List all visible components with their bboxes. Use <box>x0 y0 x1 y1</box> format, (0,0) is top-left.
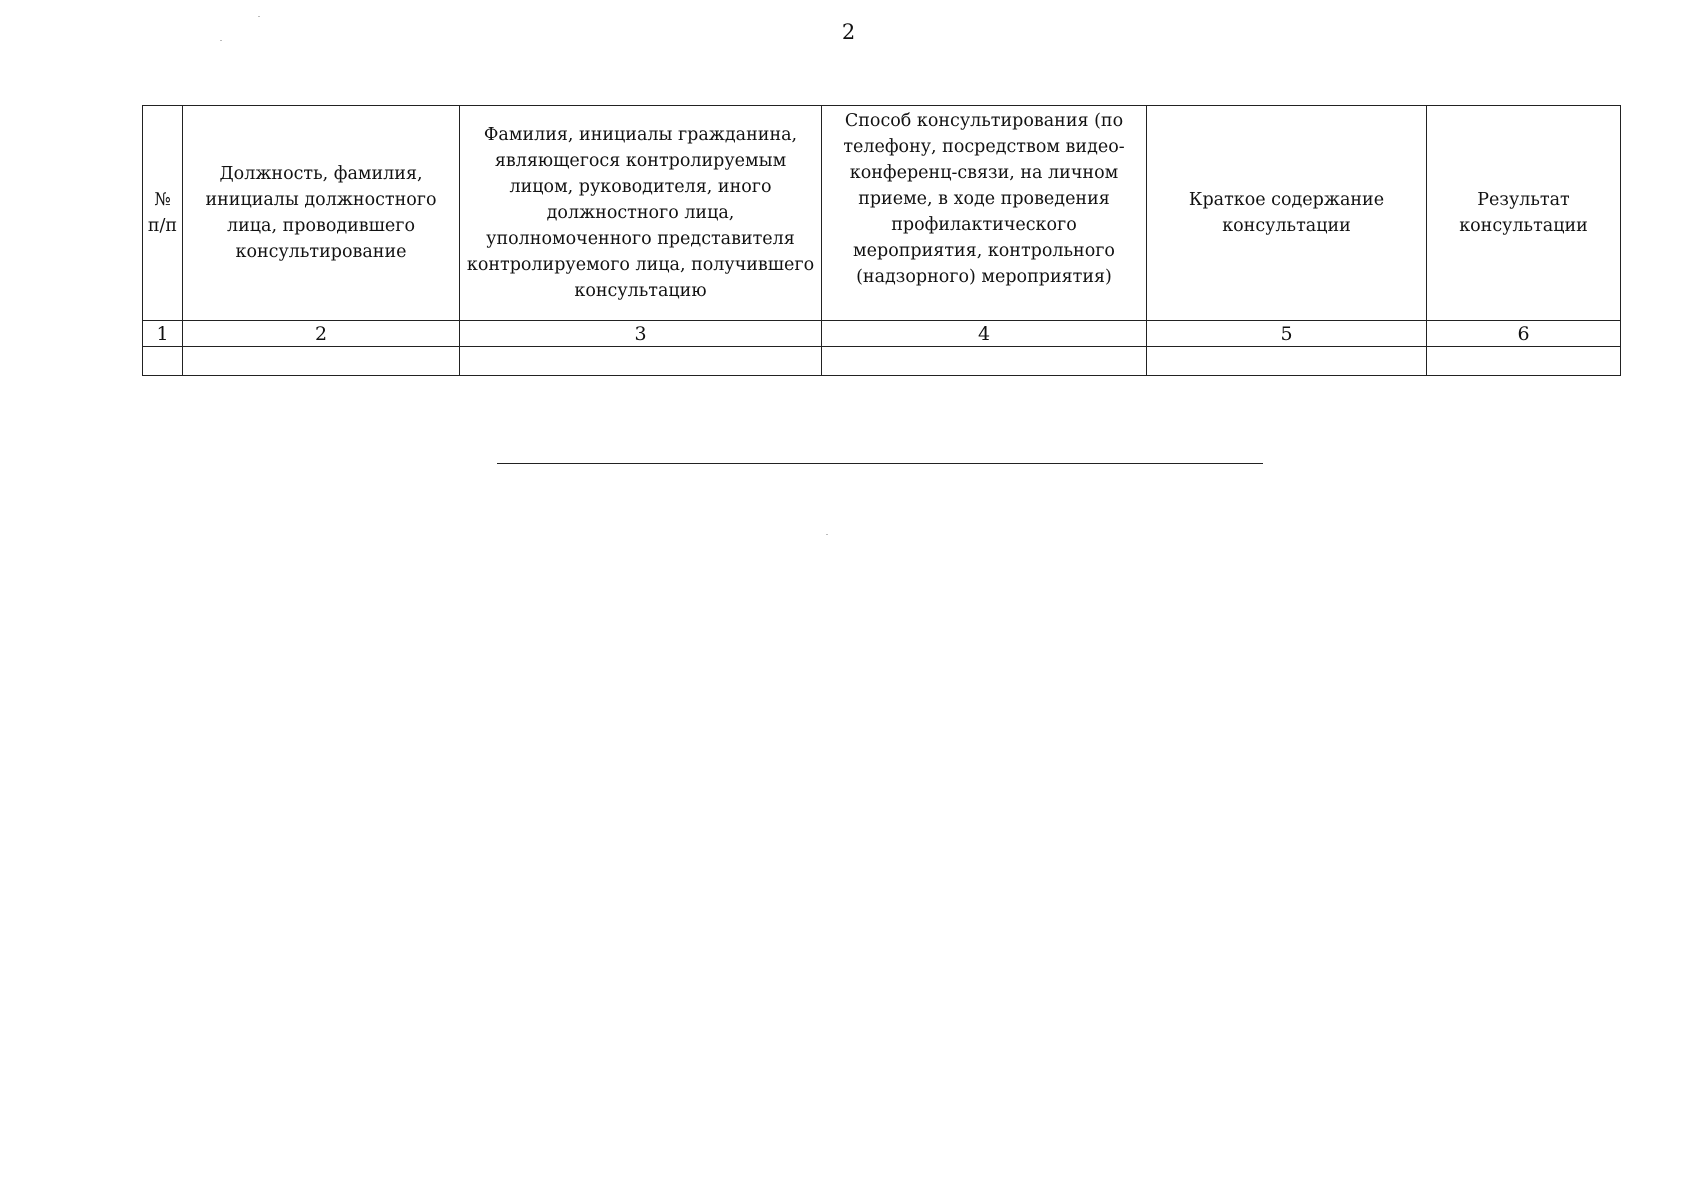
empty-cell <box>822 347 1147 376</box>
column-number: 1 <box>143 321 183 347</box>
header-consulted-person: Фамилия, инициалы гражданина, являющегося контролируемым лицом, руководителя, иного должностного лица, уполномоченного представителя контролируемого лица, получившего консультацию <box>460 106 822 321</box>
column-number: 3 <box>460 321 822 347</box>
table-header-row <box>143 106 1621 321</box>
header-consultation-summary: Краткое содержание консультации <box>1147 106 1427 321</box>
empty-cell <box>143 347 183 376</box>
header-consultation-method: Способ консультирования (по телефону, посредством видео-конференц-связи, на личном приеме, в ходе проведения профилактического мероприятия, контрольного (надзорного) мероприятия) <box>822 106 1147 321</box>
closing-divider-line <box>497 463 1263 464</box>
empty-cell <box>1427 347 1621 376</box>
consultation-register-table <box>142 105 1621 376</box>
scan-speck <box>220 40 222 41</box>
column-numbers-row <box>143 321 1621 347</box>
empty-cell <box>183 347 460 376</box>
header-official: Должность, фамилия, инициалы должностного лица, проводившего консультирование <box>183 106 460 321</box>
page-number: 2 <box>841 20 856 44</box>
table-row <box>143 347 1621 376</box>
header-row-number: № п/п <box>143 106 183 321</box>
column-number: 6 <box>1427 321 1621 347</box>
empty-cell <box>1147 347 1427 376</box>
column-number: 2 <box>183 321 460 347</box>
column-number: 4 <box>822 321 1147 347</box>
empty-cell <box>460 347 822 376</box>
scan-speck <box>258 16 260 17</box>
column-number: 5 <box>1147 321 1427 347</box>
scan-speck <box>826 534 828 535</box>
header-consultation-result: Результат консультации <box>1427 106 1621 321</box>
